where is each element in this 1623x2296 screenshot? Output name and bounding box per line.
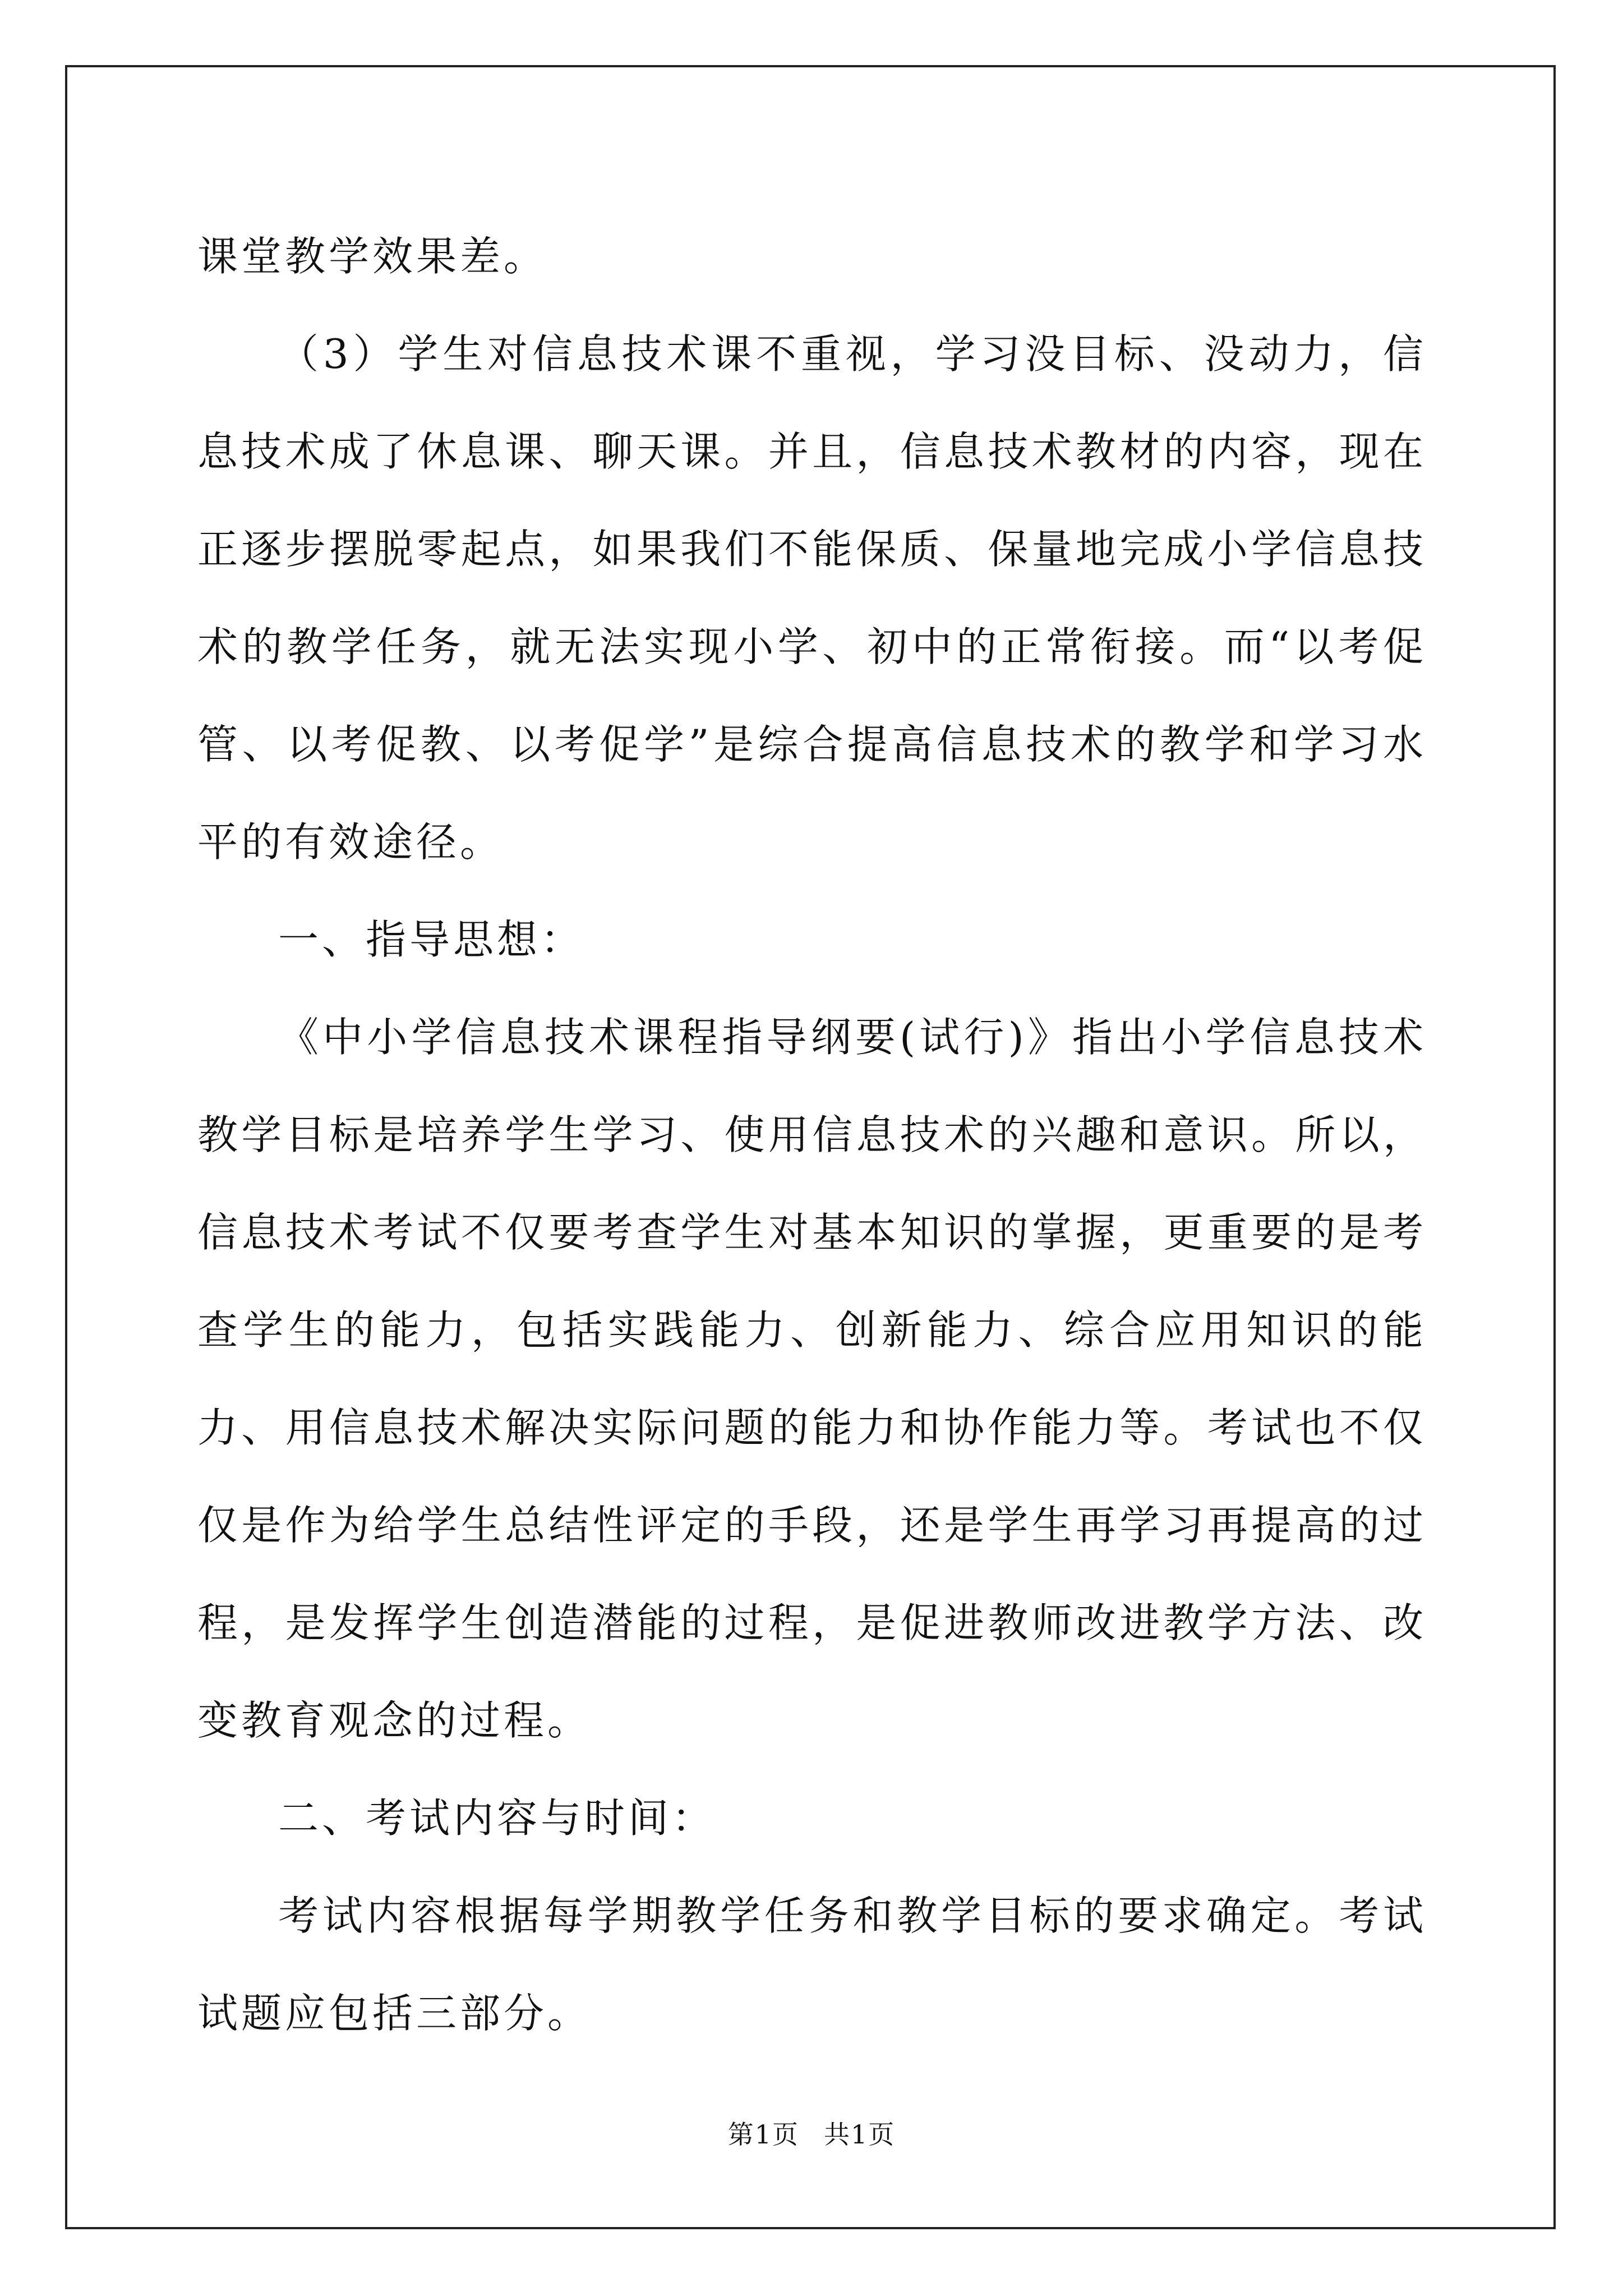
section-heading-guiding-ideology: 一、指导思想： [278,916,585,963]
paragraph-exam-content: 考试内容根据每学期教学任务和教学目标的要求确定。考试试题应包括三部分。 [197,1892,1427,2037]
page-number-total: 共1页 [824,2119,896,2150]
section-heading-exam-content-time: 二、考试内容与时间： [278,1795,716,1842]
document-body [197,208,1427,2062]
page-footer [0,2118,1623,2151]
page-number-current: 第1页 [727,2119,799,2150]
paragraph-point-3: （3）学生对信息技术课不重视，学习没目标、没动力，信息技术成了休息课、聊天课。并且，信息技术教材的内容，现在正逐步摆脱零起点，如果我们不能保质、保量地完成小学信息技术的教学任务，就无法实现小学、初中的正常衔接。而“以考促管、以考促教、以考促学”是综合提高信息技术的教学和学习水平的有效途径。 [197,330,1427,866]
paragraph-continuation: 课堂教学效果差。 [197,233,548,280]
paragraph-guiding-ideology: 《中小学信息技术课程指导纲要(试行)》指出小学信息技术教学目标是培养学生学习、使用信息技术的兴趣和意识。所以，信息技术考试不仅要考查学生对基本知识的掌握，更重要的是考查学生的能力，包括实践能力、创新能力、综合应用知识的能力、用信息技术解决实际问题的能力和协作能力等。考试也不仅仅是作为给学生总结性评定的手段，还是学生再学习再提高的过程，是发挥学生创造潜能的过程，是促进教师改进教学方法、改变教育观念的过程。 [197,1014,1427,1744]
